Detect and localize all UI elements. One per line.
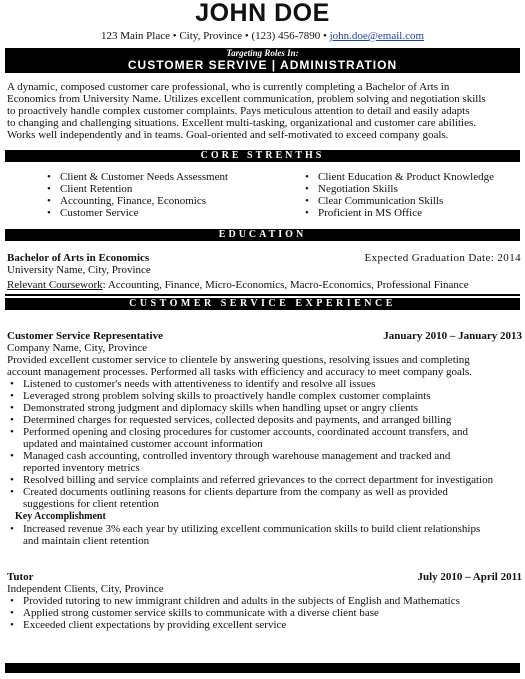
list-item: • Customer Service bbox=[44, 207, 228, 219]
list-item bbox=[7, 390, 522, 402]
bullet-text: • Provided tutoring to new immigrant children and adults in the subjects of English and Mathematics bbox=[23, 595, 460, 607]
list-item bbox=[7, 486, 522, 510]
summary-line: Economics from University Name. Utilizes excellent communication, problem solving and negotiation skills bbox=[7, 93, 486, 105]
list-item: • Client Retention bbox=[44, 183, 228, 195]
list-item: • Negotiation Skills bbox=[302, 183, 494, 195]
key-accomplishment-label: Key Accomplishment bbox=[15, 511, 106, 522]
bullet-text: suggestions for client retention bbox=[23, 498, 159, 510]
bullet-text: • Listened to customer's needs with attentiveness to identify and resolve all issues bbox=[23, 378, 376, 390]
list-item bbox=[7, 595, 522, 607]
section-divider bbox=[5, 294, 520, 296]
list-item bbox=[7, 607, 522, 619]
job-role: Tutor bbox=[7, 571, 34, 583]
list-item: • Client Education & Product Knowledge bbox=[302, 171, 494, 183]
contact-address: 123 Main Place • City, Province • (123) 456-7890 • bbox=[100, 30, 327, 42]
bullet-text: • Applied strong customer service skills to communicate with a diverse client base bbox=[23, 607, 379, 619]
contact-line bbox=[0, 30, 525, 43]
core-strengths-left bbox=[44, 171, 228, 219]
list-item bbox=[7, 523, 522, 547]
job-duties bbox=[7, 595, 522, 631]
intro-line: account management processes. Performed all tasks with efficiency and accuracy to meet company goals. bbox=[7, 366, 472, 378]
degree-title: Bachelor of Arts in Economics bbox=[7, 252, 150, 264]
key-accomplishments bbox=[7, 523, 522, 547]
bullet-text: • Increased revenue 3% each year by utilizing excellent communication skills to build client relationships bbox=[23, 523, 481, 535]
profile-summary bbox=[7, 81, 522, 141]
list-item bbox=[7, 378, 522, 390]
target-kicker: Targeting Roles In: bbox=[226, 48, 299, 58]
summary-line: A dynamic, composed customer care professional, who is currently completing a Bachelor of Arts in bbox=[7, 81, 450, 93]
job-intro bbox=[7, 354, 522, 378]
coursework-list: : Accounting, Finance, Micro-Economics, Macro-Economics, Professional Finance bbox=[102, 279, 469, 291]
list-item bbox=[7, 426, 522, 450]
job-dates: January 2010 – January 2013 bbox=[383, 330, 522, 342]
target-roles: CUSTOMER SERVIVE | ADMINISTRATION bbox=[127, 58, 398, 72]
list-item bbox=[7, 474, 522, 486]
bullet-text: and maintain client retention bbox=[23, 535, 150, 547]
job-role: Customer Service Representative bbox=[7, 330, 163, 342]
core-strengths-heading: CORE STRENTHS bbox=[5, 150, 520, 162]
bullet-text: • Resolved billing and service complaints and referred grievances to the correct department for investigation bbox=[23, 474, 494, 486]
summary-line: to changing and challenging situations. Excellent multi-tasking, organizational and customer care abilities. bbox=[7, 117, 476, 129]
list-item bbox=[7, 414, 522, 426]
school-name: University Name, City, Province bbox=[7, 264, 151, 276]
job-dates: July 2010 – April 2011 bbox=[417, 571, 522, 583]
list-item: • Proficient in MS Office bbox=[302, 207, 494, 219]
list-item: • Accounting, Finance, Economics bbox=[44, 195, 228, 207]
coursework-label: Relevant Coursework bbox=[7, 279, 103, 291]
bullet-text: • Created documents outlining reasons for clients departure from the company as well as provided bbox=[23, 486, 448, 498]
bullet-text: • Performed opening and closing procedures for customer accounts, coordinated account transfers, and bbox=[23, 426, 469, 438]
target-roles-banner bbox=[5, 48, 520, 73]
bullet-text: reported inventory metrics bbox=[23, 462, 140, 474]
list-item bbox=[7, 450, 522, 474]
bullet-text: • Exceeded client expectations by providing excellent service bbox=[23, 619, 287, 631]
candidate-name: JOHN DOE bbox=[195, 0, 330, 27]
bullet-text: • Demonstrated strong judgment and diplomacy skills when handling upset or angry clients bbox=[23, 402, 419, 414]
coursework-line bbox=[7, 279, 469, 291]
list-item bbox=[7, 619, 522, 631]
intro-line: Provided excellent customer service to clientele by answering questions, resolving issues and completing bbox=[7, 354, 470, 366]
experience-heading: CUSTOMER SERVICE EXPERIENCE bbox=[5, 298, 520, 310]
summary-line: to proactively handle complex customer complaints. Pays meticulous attention to detail and easily adapts bbox=[7, 105, 470, 117]
job-company: Independent Clients, City, Province bbox=[7, 583, 164, 595]
education-heading: EDUCATION bbox=[5, 229, 520, 241]
footer-bar bbox=[5, 663, 520, 673]
list-item: • Clear Communication Skills bbox=[302, 195, 494, 207]
list-item: • Client & Customer Needs Assessment bbox=[44, 171, 228, 183]
core-strengths-right bbox=[302, 171, 494, 219]
bullet-text: • Determined charges for requested services, collected deposits and payments, and arranged billing bbox=[23, 414, 452, 426]
summary-line: Works well independently and in teams. Goal-oriented and self-motivated to exceed company goals. bbox=[7, 129, 449, 141]
job-duties bbox=[7, 378, 522, 510]
bullet-text: • Managed cash accounting, controlled inventory through warehouse management and tracked and bbox=[23, 450, 451, 462]
graduation-date: Expected Graduation Date: 2014 bbox=[364, 252, 521, 264]
bullet-text: • Leveraged strong problem solving skills to proactively handle complex customer complaints bbox=[23, 390, 431, 402]
email-link[interactable]: john.doe@email.com bbox=[329, 30, 425, 42]
job-company: Company Name, City, Province bbox=[7, 342, 148, 354]
list-item bbox=[7, 402, 522, 414]
bullet-text: updated and maintained customer account information bbox=[23, 438, 263, 450]
